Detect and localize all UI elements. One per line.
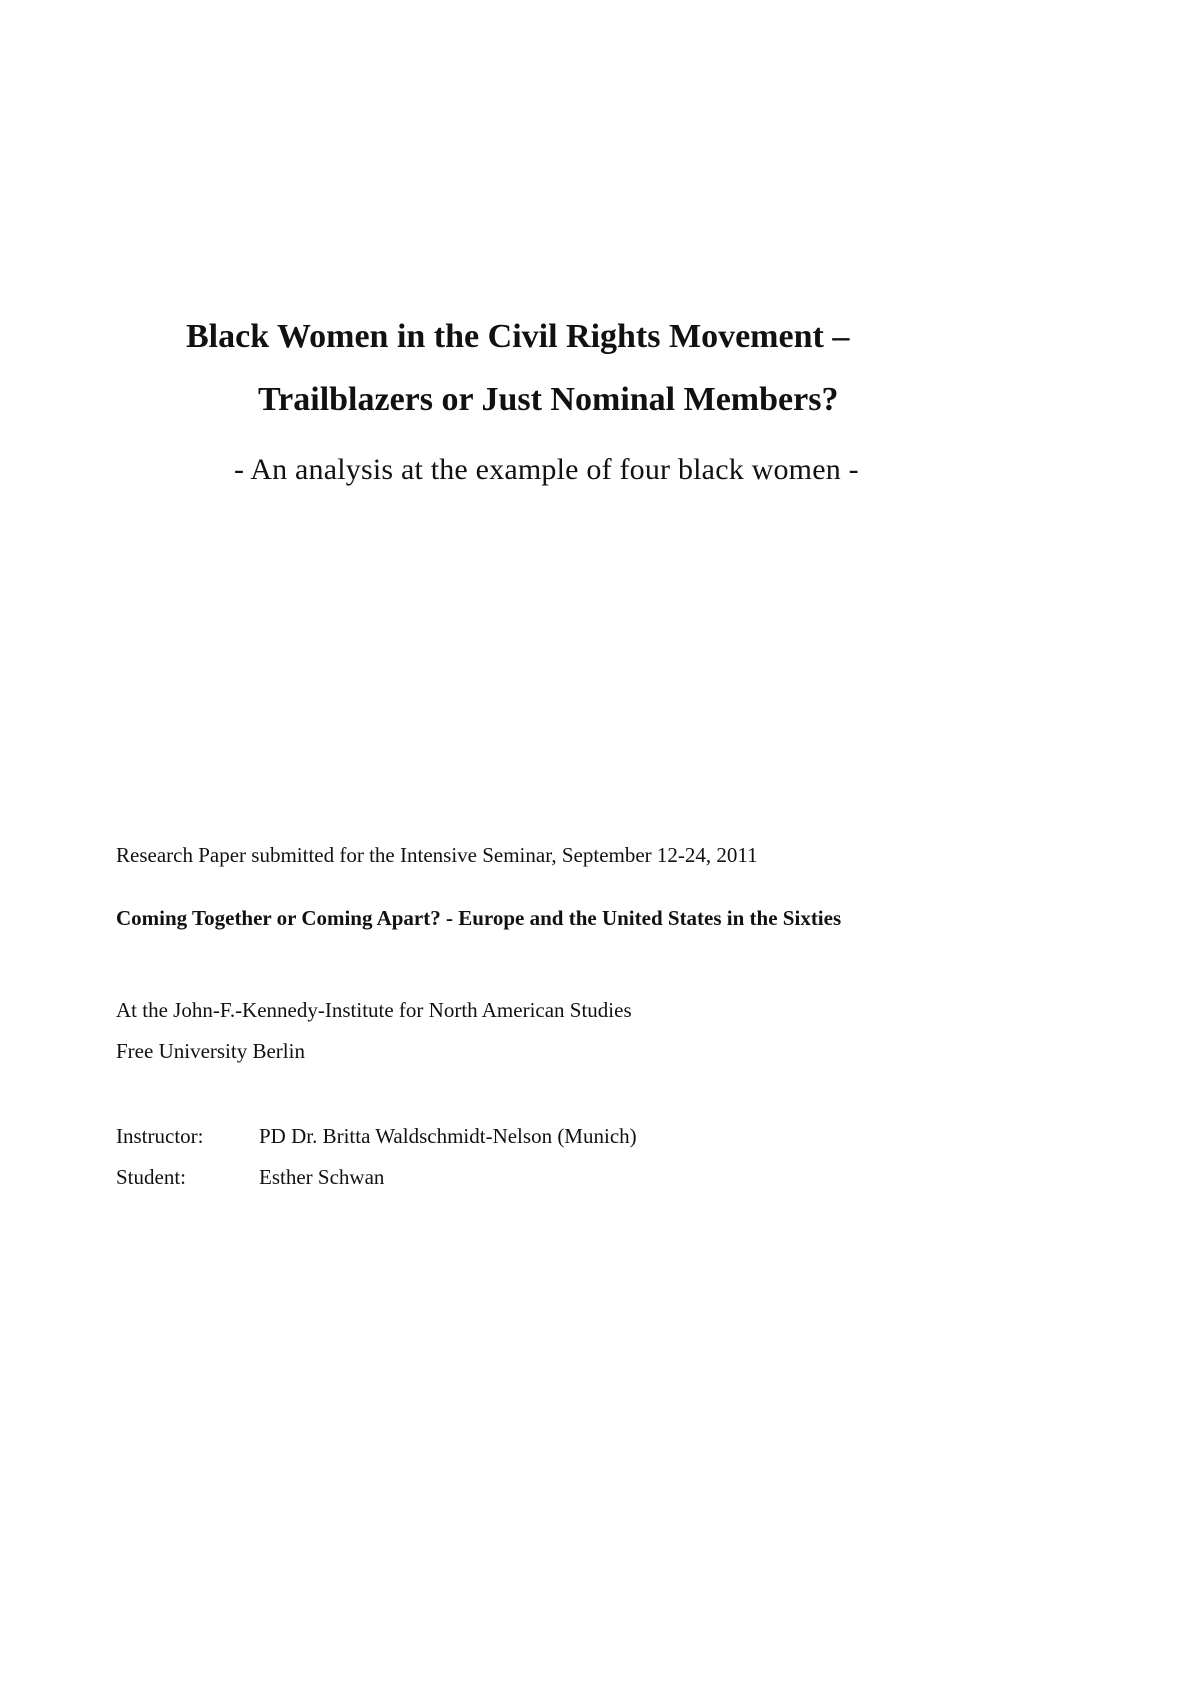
instructor-name: PD Dr. Britta Waldschmidt-Nelson (Munich) <box>259 1124 637 1148</box>
instructor-label: Instructor: <box>116 1124 204 1148</box>
student-name: Esther Schwan <box>259 1165 385 1189</box>
paper-title-line-2: Trailblazers or Just Nominal Members? <box>258 381 839 418</box>
institute-name: At the John-F.-Kennedy-Institute for North American Studies <box>116 998 632 1022</box>
paper-subtitle: - An analysis at the example of four black women - <box>234 453 859 486</box>
student-row <box>116 1167 384 1188</box>
university-name: Free University Berlin <box>116 1039 305 1063</box>
paper-title-line-1: Black Women in the Civil Rights Movement – <box>186 318 850 355</box>
instructor-row <box>116 1126 637 1147</box>
seminar-title: Coming Together or Coming Apart? - Europe and the United States in the Sixties <box>116 906 842 930</box>
submission-text: Research Paper submitted for the Intensive Seminar, September 12-24, 2011 <box>116 843 758 867</box>
student-label: Student: <box>116 1165 187 1189</box>
